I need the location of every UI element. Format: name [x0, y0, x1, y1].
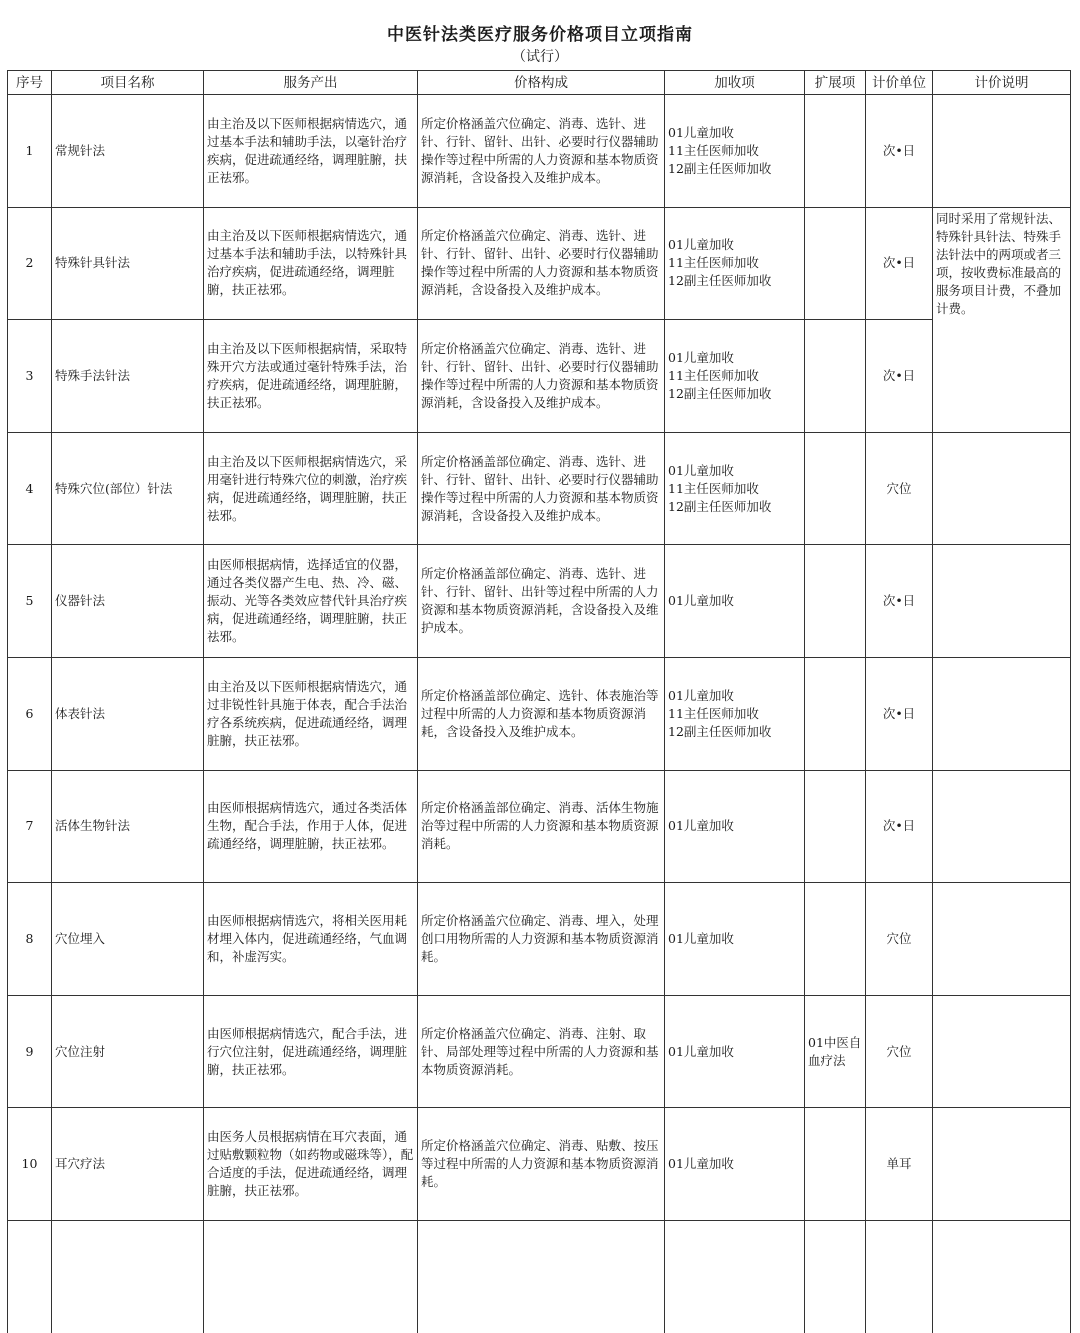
pricing-unit: 穴位 [866, 995, 933, 1108]
row-number: 7 [8, 770, 52, 883]
price-composition: 所定价格涵盖部位确定、消毒、活体生物施治等过程中所需的人力资源和基本物质资源消耗。 [418, 770, 665, 883]
extension-items: 01中医自血疗法 [805, 995, 866, 1108]
surcharge-items: 01儿童加收 [665, 995, 805, 1108]
table-row [8, 1108, 1071, 1221]
document-subtitle: （试行） [512, 49, 568, 65]
pricing-unit: 次•日 [866, 545, 933, 658]
item-name: 特殊针具针法 [52, 207, 204, 320]
price-composition: 所定价格涵盖部位确定、选针、体表施治等过程中所需的人力资源和基本物质资源消耗，含设备投入及维护成本。 [418, 657, 665, 770]
price-composition: 所定价格涵盖穴位确定、消毒、选针、进针、行针、留针、出针、必要时行仪器辅助操作等过程中所需的人力资源和基本物质资源消耗，含设备投入及维护成本。 [418, 95, 665, 208]
table-row-partial [8, 1220, 1071, 1333]
row-number: 2 [8, 207, 52, 320]
empty-cell [866, 1220, 933, 1333]
surcharge-items: 01儿童加收 [665, 883, 805, 996]
item-name: 特殊手法针法 [52, 320, 204, 433]
service-output: 由医师根据病情，选择适宜的仪器，通过各类仪器产生电、热、冷、磁、振动、光等各类效应替代针具治疗疾病，促进疏通经络，调理脏腑，扶正祛邪。 [204, 545, 418, 658]
surcharge-items: 01儿童加收 [665, 545, 805, 658]
row-number: 5 [8, 545, 52, 658]
table-row [8, 995, 1071, 1108]
extension-items [805, 657, 866, 770]
pricing-unit: 次•日 [866, 95, 933, 208]
header-cell: 扩展项 [805, 71, 866, 95]
extension-items [805, 432, 866, 545]
service-output: 由医师根据病情选穴，配合手法，进行穴位注射，促进疏通经络，调理脏腑，扶正祛邪。 [204, 995, 418, 1108]
price-composition: 所定价格涵盖穴位确定、消毒、选针、进针、行针、留针、出针、必要时行仪器辅助操作等过程中所需的人力资源和基本物质资源消耗，含设备投入及维护成本。 [418, 207, 665, 320]
service-output: 由主治及以下医师根据病情，采取特殊开穴方法或通过毫针特殊手法，治疗疾病，促进疏通经络，调理脏腑，扶正祛邪。 [204, 320, 418, 433]
row-number: 4 [8, 432, 52, 545]
surcharge-items: 01儿童加收 [665, 1108, 805, 1221]
item-name: 活体生物针法 [52, 770, 204, 883]
item-name: 体表针法 [52, 657, 204, 770]
pricing-note-empty [933, 770, 1071, 883]
header-cell: 序号 [8, 71, 52, 95]
item-name: 穴位埋入 [52, 883, 204, 996]
item-name: 特殊穴位(部位）针法 [52, 432, 204, 545]
service-output: 由主治及以下医师根据病情选穴，采用毫针进行特殊穴位的刺激，治疗疾病，促进疏通经络，调理脏腑，扶正祛邪。 [204, 432, 418, 545]
header-cell: 项目名称 [52, 71, 204, 95]
extension-items [805, 95, 866, 208]
service-output: 由医师根据病情选穴，通过各类活体生物，配合手法，作用于人体，促进疏通经络，调理脏腑，扶正祛邪。 [204, 770, 418, 883]
pricing-note-empty [933, 657, 1071, 770]
empty-cell [933, 1220, 1071, 1333]
empty-cell [418, 1220, 665, 1333]
service-output: 由医师根据病情选穴，将相关医用耗材埋入体内，促进疏通经络，气血调和，补虚泻实。 [204, 883, 418, 996]
pricing-note-empty [933, 995, 1071, 1108]
pricing-note-empty [933, 1108, 1071, 1221]
surcharge-items: 01儿童加收 11主任医师加收 12副主任医师加收 [665, 95, 805, 208]
item-name: 常规针法 [52, 95, 204, 208]
header-cell: 计价说明 [933, 71, 1071, 95]
document-title: 中医针法类医疗服务价格项目立项指南 [387, 25, 693, 45]
header-cell: 服务产出 [204, 71, 418, 95]
pricing-unit: 次•日 [866, 320, 933, 433]
item-name: 仪器针法 [52, 545, 204, 658]
table-row [8, 320, 1071, 433]
empty-cell [8, 1220, 52, 1333]
empty-cell [665, 1220, 805, 1333]
pricing-unit: 次•日 [866, 770, 933, 883]
table-row [8, 657, 1071, 770]
empty-cell [52, 1220, 204, 1333]
surcharge-items: 01儿童加收 11主任医师加收 12副主任医师加收 [665, 657, 805, 770]
row-number: 1 [8, 95, 52, 208]
row-number: 6 [8, 657, 52, 770]
empty-cell [805, 1220, 866, 1333]
pricing-unit: 穴位 [866, 432, 933, 545]
pricing-note-empty [933, 883, 1071, 996]
pricing-note-empty [933, 545, 1071, 658]
surcharge-items: 01儿童加收 11主任医师加收 12副主任医师加收 [665, 207, 805, 320]
header-cell: 计价单位 [866, 71, 933, 95]
header-cell: 价格构成 [418, 71, 665, 95]
pricing-unit: 单耳 [866, 1108, 933, 1221]
extension-items [805, 1108, 866, 1221]
pricing-note-empty [933, 95, 1071, 208]
service-output: 由主治及以下医师根据病情选穴，通过基本手法和辅助手法，以特殊针具治疗疾病，促进疏通经络，调理脏腑，扶正祛邪。 [204, 207, 418, 320]
pricing-unit: 穴位 [866, 883, 933, 996]
item-name: 耳穴疗法 [52, 1108, 204, 1221]
pricing-note: 同时采用了常规针法、特殊针具针法、特殊手法针法中的两项或者三项，按收费标准最高的服务项目计费，不叠加计费。 [933, 207, 1071, 432]
surcharge-items: 01儿童加收 11主任医师加收 12副主任医师加收 [665, 320, 805, 433]
price-composition: 所定价格涵盖部位确定、消毒、选针、进针、行针、留针、出针、必要时行仪器辅助操作等过程中所需的人力资源和基本物质资源消耗，含设备投入及维护成本。 [418, 432, 665, 545]
pricing-unit: 次•日 [866, 207, 933, 320]
header-cell: 加收项 [665, 71, 805, 95]
row-number: 9 [8, 995, 52, 1108]
service-output: 由医务人员根据病情在耳穴表面，通过贴敷颗粒物（如药物或磁珠等），配合适度的手法，促进疏通经络，调理脏腑，扶正祛邪。 [204, 1108, 418, 1221]
price-composition: 所定价格涵盖穴位确定、消毒、贴敷、按压等过程中所需的人力资源和基本物质资源消耗。 [418, 1108, 665, 1221]
table-row [8, 207, 1071, 320]
pricing-unit: 次•日 [866, 657, 933, 770]
row-number: 3 [8, 320, 52, 433]
table-row [8, 545, 1071, 658]
service-output: 由主治及以下医师根据病情选穴，通过基本手法和辅助手法，以毫针治疗疾病，促进疏通经络，调理脏腑，扶正祛邪。 [204, 95, 418, 208]
extension-items [805, 207, 866, 320]
row-number: 10 [8, 1108, 52, 1221]
empty-cell [204, 1220, 418, 1333]
table-row [8, 883, 1071, 996]
extension-items [805, 320, 866, 433]
extension-items [805, 770, 866, 883]
price-composition: 所定价格涵盖部位确定、消毒、选针、进针、行针、留针、出针等过程中所需的人力资源和基本物质资源消耗，含设备投入及维护成本。 [418, 545, 665, 658]
table-header-row [8, 71, 1071, 95]
table-row [8, 432, 1071, 545]
table-row [8, 770, 1071, 883]
extension-items [805, 545, 866, 658]
surcharge-items: 01儿童加收 11主任医师加收 12副主任医师加收 [665, 432, 805, 545]
item-name: 穴位注射 [52, 995, 204, 1108]
extension-items [805, 883, 866, 996]
pricing-note-empty [933, 432, 1071, 545]
row-number: 8 [8, 883, 52, 996]
price-composition: 所定价格涵盖穴位确定、消毒、埋入，处理创口用物所需的人力资源和基本物质资源消耗。 [418, 883, 665, 996]
price-composition: 所定价格涵盖穴位确定、消毒、选针、进针、行针、留针、出针、必要时行仪器辅助操作等过程中所需的人力资源和基本物质资源消耗，含设备投入及维护成本。 [418, 320, 665, 433]
table-row [8, 95, 1071, 208]
pricing-table [7, 70, 1071, 1333]
surcharge-items: 01儿童加收 [665, 770, 805, 883]
service-output: 由主治及以下医师根据病情选穴，通过非锐性针具施于体表，配合手法治疗各系统疾病，促进疏通经络，调理脏腑，扶正祛邪。 [204, 657, 418, 770]
price-composition: 所定价格涵盖穴位确定、消毒、注射、取针、局部处理等过程中所需的人力资源和基本物质资源消耗。 [418, 995, 665, 1108]
